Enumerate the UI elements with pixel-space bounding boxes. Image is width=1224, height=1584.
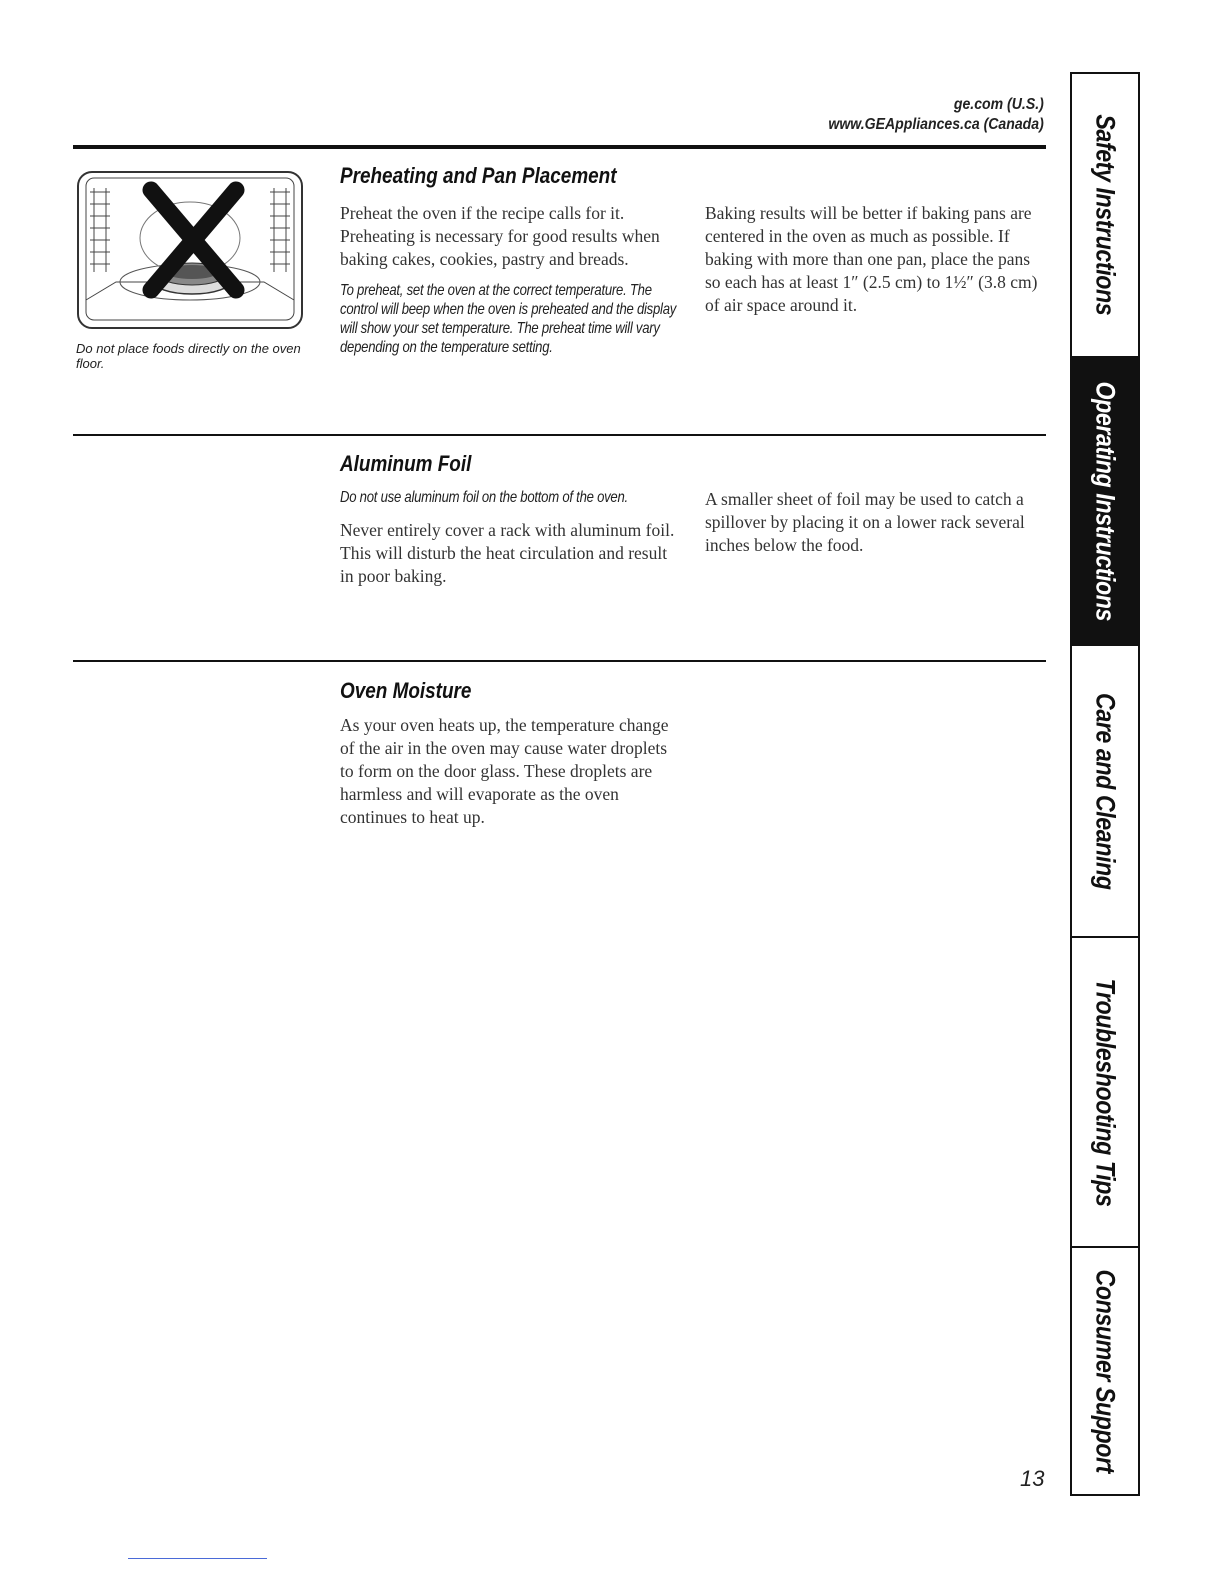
aluminum-foil-right-column <box>705 488 1050 567</box>
pan-placement-paragraph: Baking results will be better if baking pans are centered in the oven as much as possible. If baking with more than one pan, place the pans so each has at least 1″ (2.5 cm) to 1½″ (3.8 cm) of air space around it. <box>705 203 1038 315</box>
illustration-caption: Do not place foods directly on the oven floor. <box>76 341 301 371</box>
aluminum-foil-paragraph: Never entirely cover a rack with aluminum foil. This will disturb the heat circulation and result in poor baking. <box>340 520 675 586</box>
page-number: 13 <box>1020 1466 1045 1491</box>
section-rule <box>73 660 1046 662</box>
section-title-oven-moisture: Oven Moisture <box>340 678 472 703</box>
tab-safety-instructions[interactable]: Safety Instructions <box>1090 114 1121 316</box>
side-tab-navigation <box>1070 72 1140 1496</box>
section-title-preheating: Preheating and Pan Placement <box>340 163 617 188</box>
preheating-paragraph: Preheat the oven if the recipe calls for it. Preheating is necessary for good results when baking cakes, cookies, pastry and breads. <box>340 203 660 269</box>
foil-spillover-paragraph: A smaller sheet of foil may be used to catch a spillover by placing it on a lower rack several inches below the food. <box>705 489 1025 555</box>
section-title-aluminum-foil: Aluminum Foil <box>340 451 472 476</box>
preheating-left-column <box>340 202 685 367</box>
link-underline <box>128 1558 267 1559</box>
url-canada[interactable]: www.GEAppliances.ca (Canada) <box>828 116 1044 133</box>
header-links <box>799 95 1044 135</box>
top-rule <box>73 145 1046 149</box>
aluminum-foil-left-column <box>340 488 685 598</box>
tab-care-and-cleaning[interactable]: Care and Cleaning <box>1090 692 1121 890</box>
oven-moisture-paragraph: As your oven heats up, the temperature change of the air in the oven may cause water droplets to form on the door glass. These droplets are harmless and will evaporate as the oven continues to heat up. <box>340 715 669 827</box>
aluminum-foil-note: Do not use aluminum foil on the bottom of the oven. <box>340 489 628 506</box>
preheating-right-column <box>705 202 1050 327</box>
tab-consumer-support[interactable]: Consumer Support <box>1090 1269 1121 1473</box>
oven-floor-illustration <box>76 170 304 332</box>
url-us[interactable]: ge.com (U.S.) <box>954 96 1044 113</box>
oven-moisture-column <box>340 714 685 839</box>
tab-troubleshooting-tips[interactable]: Troubleshooting Tips <box>1090 978 1121 1206</box>
section-rule <box>73 434 1046 436</box>
tab-operating-instructions[interactable]: Operating Instructions <box>1072 356 1138 646</box>
preheating-note: To preheat, set the oven at the correct temperature. The control will beep when the oven is preheated and the display will show your set temperature. The preheat time will vary depending on the temperature setting. <box>340 282 677 356</box>
